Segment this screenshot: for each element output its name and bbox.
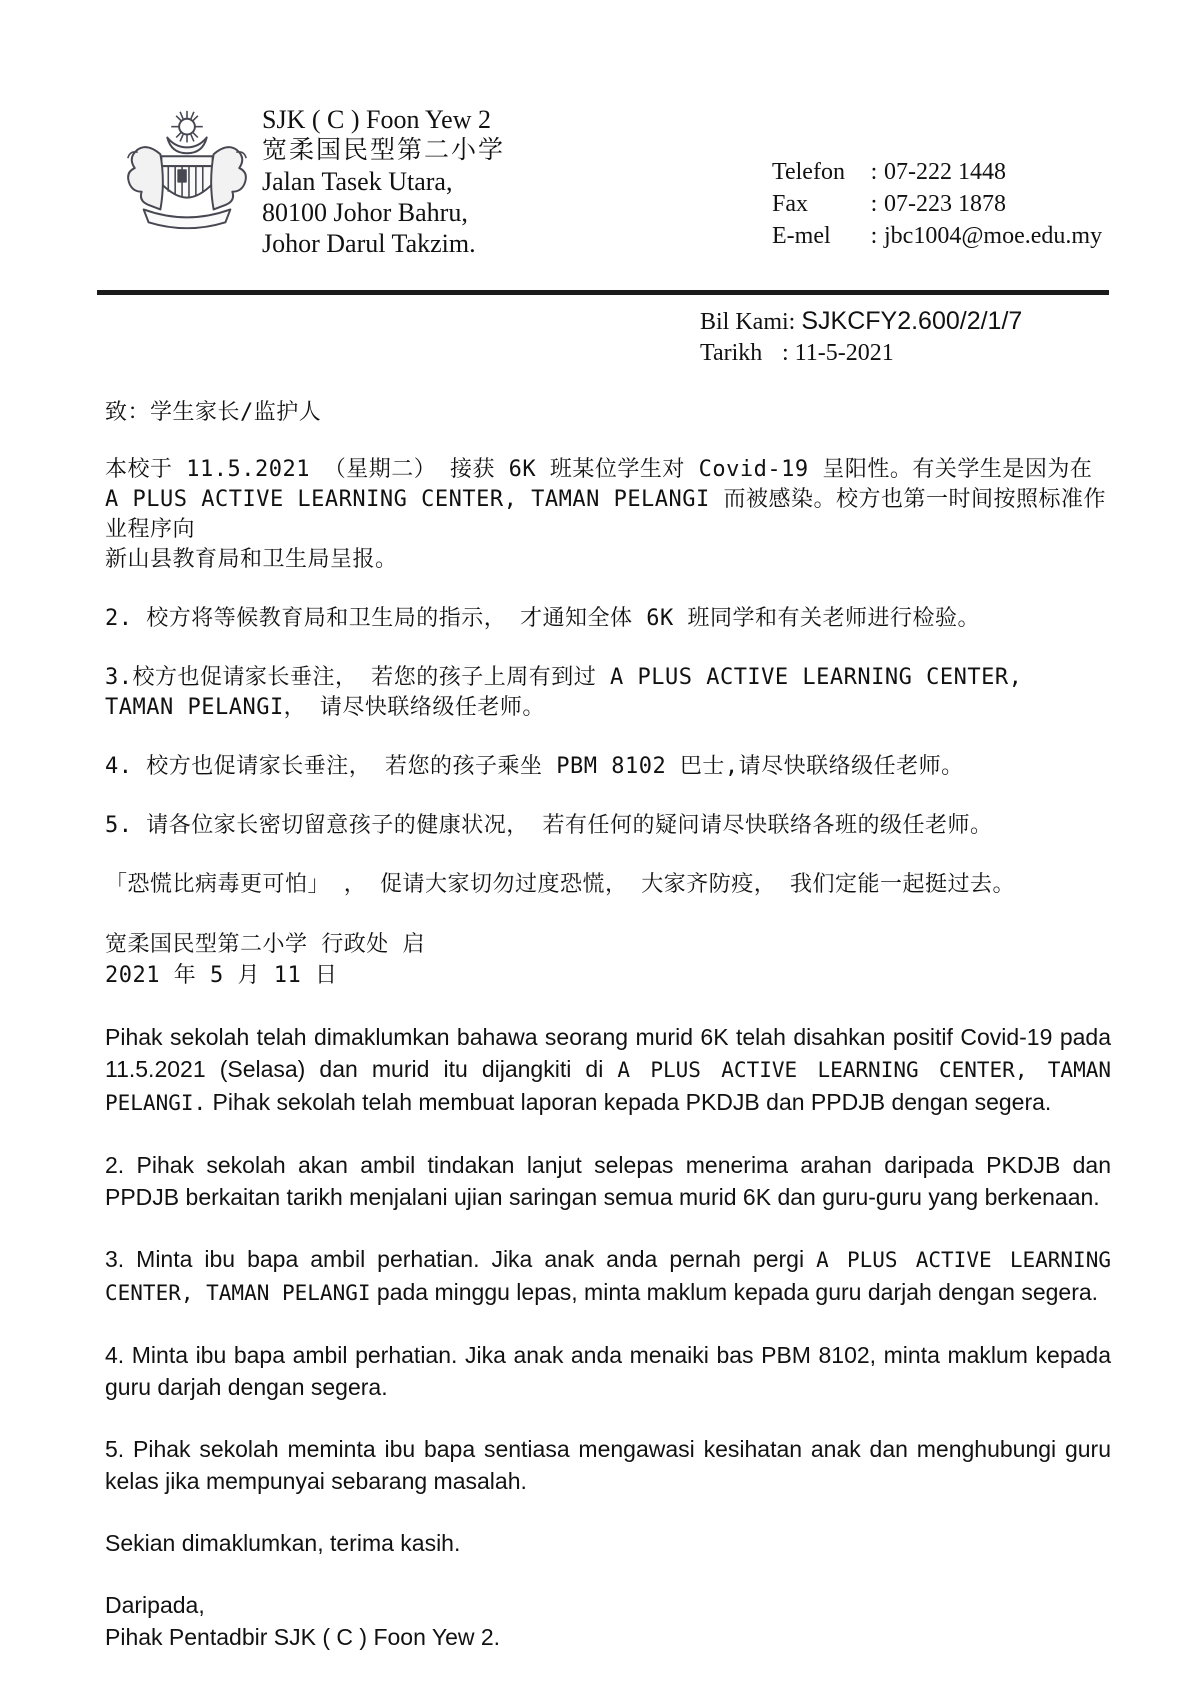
- malay-paragraph-1-text-pre: Pihak sekolah telah dimaklumkan bahawa seorang murid 6K telah disahkan positif Covid-19 pada 11.5.2021 (Selasa) dan murid itu dijangkiti di: [105, 1024, 1111, 1082]
- chinese-quote: 「恐慌比病毒更可怕」 ， 促请大家切勿过度恐慌， 大家齐防疫， 我们定能一起挺过去。: [105, 872, 1015, 897]
- malay-from-label: Daripada,: [105, 1592, 205, 1618]
- chinese-paragraph-3-line-1: 3.校方也促请家长垂注， 若您的孩子上周有到过 A PLUS ACTIVE LEARNING CENTER,: [105, 665, 1023, 690]
- telefon-value: 07-222 1448: [884, 159, 1006, 185]
- bil-kami-row: [700, 306, 1022, 338]
- malay-from-block: [105, 1589, 1111, 1653]
- chinese-paragraph-3: [105, 663, 1111, 723]
- bil-kami-value: SJKCFY2.600/2/1/7: [801, 307, 1023, 335]
- chinese-paragraph-1-line-2: A PLUS ACTIVE LEARNING CENTER, TAMAN PELANGI 而被感染。校方也第一时间按照标准作业程序向: [105, 487, 1107, 542]
- tarikh-value: 11-5-2021: [794, 340, 894, 366]
- malay-paragraph-5: 5. Pihak sekolah meminta ibu bapa sentiasa mengawasi kesihatan anak dan menghubungi guru kelas jika mempunyai sebarang masalah.: [105, 1436, 1111, 1494]
- malay-from-name: Pihak Pentadbir SJK ( C ) Foon Yew 2.: [105, 1624, 501, 1650]
- school-name-latin: SJK ( C ) Foon Yew 2: [262, 105, 491, 134]
- contact-block: [772, 156, 1102, 252]
- emel-separator: :: [870, 223, 878, 249]
- letter-body: [105, 398, 1111, 1653]
- chinese-signoff: [105, 929, 1111, 991]
- tarikh-label: Tarikh: [700, 340, 763, 366]
- chinese-signoff-line-2: 2021 年 5 月 11 日: [105, 963, 338, 988]
- chinese-paragraph-5: 5. 请各位家长密切留意孩子的健康状况， 若有任何的疑问请尽快联络各班的级任老师。: [105, 813, 993, 838]
- contact-row-fax: [772, 188, 1102, 220]
- emel-value: jbc1004@moe.edu.my: [884, 223, 1103, 249]
- school-name-chinese: 宽柔国民型第二小学: [262, 137, 506, 164]
- malay-paragraph-1-text-post: Pihak sekolah telah membuat laporan kepada PKDJB dan PPDJB dengan segera.: [206, 1089, 1052, 1115]
- chinese-paragraph-1: [105, 455, 1111, 575]
- telefon-label: Telefon: [772, 159, 845, 185]
- contact-row-emel: [772, 220, 1102, 252]
- header-divider: [97, 290, 1109, 295]
- chinese-salutation: 致：学生家长/监护人: [105, 400, 322, 425]
- malay-paragraph-3-text-pre: 3. Minta ibu bapa ambil perhatian. Jika anak anda pernah pergi: [105, 1246, 817, 1272]
- chinese-paragraph-1-line-3: 新山县教育局和卫生局呈报。: [105, 547, 398, 572]
- malay-paragraph-1-center-name: A PLUS ACTIVE LEARNING CENTER, TAMAN PELANGI.: [105, 1058, 1112, 1115]
- tarikh-separator: :: [782, 340, 789, 366]
- chinese-paragraph-2: 2. 校方将等候教育局和卫生局的指示， 才通知全体 6K 班同学和有关老师进行检验。: [105, 606, 980, 631]
- contact-row-telefon: [772, 156, 1102, 188]
- tarikh-row: [700, 338, 1022, 369]
- malay-paragraph-3-center-name: A PLUS ACTIVE LEARNING CENTER, TAMAN PELANGI: [105, 1248, 1111, 1305]
- school-info-block: [262, 104, 505, 259]
- malay-paragraph-3: [105, 1243, 1111, 1309]
- malay-paragraph-3-text-post: pada minggu lepas, minta maklum kepada guru darjah dengan segera.: [370, 1279, 1099, 1305]
- crest-svg: [118, 106, 256, 238]
- malaysia-coat-of-arms-icon: [118, 106, 256, 238]
- address-line-3: Johor Darul Takzim.: [262, 229, 476, 258]
- malay-paragraph-2: 2. Pihak sekolah akan ambil tindakan lanjut selepas menerima arahan daripada PKDJB dan PPDJB berkaitan tarikh menjalani ujian saringan semua murid 6K dan guru-guru yang berkenaan.: [105, 1152, 1111, 1210]
- chinese-signoff-line-1: 宽柔国民型第二小学 行政处 启: [105, 932, 425, 957]
- malay-paragraph-1: [105, 1021, 1111, 1119]
- emel-label: E-mel: [772, 223, 831, 249]
- chinese-paragraph-4: 4. 校方也促请家长垂注， 若您的孩子乘坐 PBM 8102 巴士,请尽快联络级任老师。: [105, 754, 964, 779]
- chinese-paragraph-3-line-2: TAMAN PELANGI， 请尽快联络级任老师。: [105, 695, 545, 720]
- chinese-paragraph-1-line-1: 本校于 11.5.2021 （星期二） 接获 6K 班某位学生对 Covid-19 呈阳性。有关学生是因为在: [105, 457, 1093, 482]
- fax-separator: :: [870, 191, 878, 217]
- fax-label: Fax: [772, 191, 808, 217]
- telefon-separator: :: [870, 159, 878, 185]
- address-line-2: 80100 Johor Bahru,: [262, 198, 468, 227]
- reference-block: [700, 306, 1022, 369]
- malay-closing: Sekian dimaklumkan, terima kasih.: [105, 1530, 461, 1556]
- malay-paragraph-4: 4. Minta ibu bapa ambil perhatian. Jika anak anda menaiki bas PBM 8102, minta maklum kepada guru darjah dengan segera.: [105, 1342, 1111, 1400]
- address-line-1: Jalan Tasek Utara,: [262, 167, 453, 196]
- bil-kami-label: Bil Kami:: [700, 309, 796, 335]
- fax-value: 07-223 1878: [884, 191, 1006, 217]
